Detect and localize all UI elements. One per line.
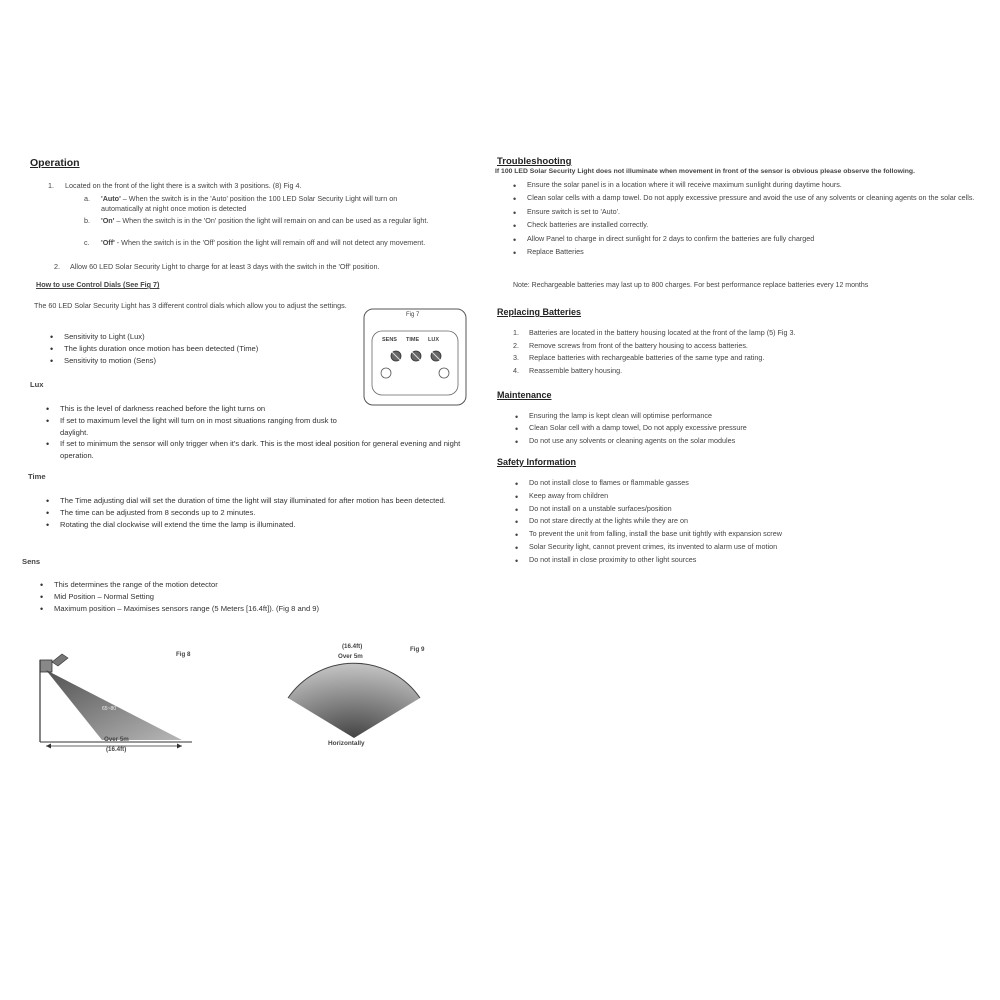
maintenance-list [529, 411, 979, 446]
operation-item-b-letter: b. [84, 216, 90, 225]
lux-list-item: • If set to minimum the sensor will only trigger when it's dark. This is the most ideal position for general evening and night operation. [60, 438, 470, 462]
control-dials-list [64, 331, 364, 366]
time-list-item: • The time can be adjusted from 8 seconds up to 2 minutes. [60, 507, 470, 519]
replacing-item: Replace batteries with rechargeable batteries of the same type and rating. [529, 353, 765, 362]
lux-list-item: • This is the level of darkness reached before the light turns on [60, 403, 470, 415]
off-label: 'Off' [101, 238, 115, 247]
operation-item-1: Located on the front of the light there is a switch with 3 positions. (8) Fig 4. [65, 181, 302, 190]
replacing-number: 3. [513, 353, 519, 362]
lux-list-item: • If set to maximum level the light will turn on in most situations ranging from dusk to daylight. [60, 415, 350, 439]
maintenance-item: • Clean Solar cell with a damp towel, Do not apply excessive pressure [529, 423, 979, 433]
troubleshooting-item: • Ensure the solar panel is in a location where it will receive maximum sunlight during daytime hours. [527, 180, 992, 190]
fig-8-distance-ft: (16.4ft) [106, 746, 127, 753]
replacing-number: 1. [513, 328, 519, 337]
operation-item-1-number: 1. [48, 181, 54, 190]
maintenance-item: • Do not use any solvents or cleaning agents on the solar modules [529, 436, 979, 446]
fig-9-distance: Over 5m [338, 653, 363, 660]
sens-list-item: • Mid Position – Normal Setting [54, 591, 474, 603]
fig-9-horizontally: Horizontally [328, 740, 365, 747]
operation-item-a-letter: a. [84, 194, 90, 203]
time-list [60, 495, 470, 530]
dials-list-item: • Sensitivity to motion (Sens) [64, 355, 364, 367]
auto-label: 'Auto' [101, 194, 121, 203]
troubleshooting-item: • Allow Panel to charge in direct sunlight for 2 days to confirm the batteries are fully charged [527, 234, 992, 244]
replacing-number: 2. [513, 341, 519, 350]
auto-text: – When the switch is in the 'Auto' position the 100 LED Solar Security Light will turn on automatically at night once motion is detected [101, 194, 398, 214]
safety-item: • Keep away from children [529, 491, 979, 501]
on-text: – When the switch is in the 'On' position the light will remain on and can be used as a regular light. [114, 216, 429, 225]
safety-information-heading: Safety Information [497, 457, 577, 467]
operation-item-c [101, 238, 441, 248]
fig-8-distance: Over 5m [104, 736, 129, 743]
lux-heading: Lux [30, 380, 44, 389]
time-list-item: • Rotating the dial clockwise will extend the time the lamp is illuminated. [60, 519, 470, 531]
fig-8-label: Fig 8 [176, 651, 191, 658]
fig-7 [362, 307, 468, 407]
fig-8-drawing [32, 640, 232, 770]
safety-item: • Do not install in close proximity to other light sources [529, 555, 979, 565]
fig-8 [32, 640, 232, 770]
fig-7-lux-label: LUX [428, 337, 439, 343]
operation-item-b [101, 216, 441, 226]
fig-7-time-label: TIME [406, 337, 420, 343]
troubleshooting-intro: If 100 LED Solar Security Light does not illuminate when movement in front of the sensor is obvious please observe the following. [495, 168, 915, 175]
troubleshooting-item: • Check batteries are installed correctly. [527, 220, 992, 230]
replacing-item: Reassemble battery housing. [529, 366, 623, 375]
lux-list [60, 403, 470, 462]
fig-7-sens-label: SENS [382, 337, 397, 343]
control-dials-heading: How to use Control Dials (See Fig 7) [36, 280, 160, 289]
operation-item-c-letter: c. [84, 238, 90, 247]
troubleshooting-list [527, 180, 992, 258]
off-text: - When the switch is in the 'Off' position the light will remain off and will not detect any movement. [114, 238, 426, 247]
fig-9-label: Fig 9 [410, 646, 425, 653]
fig-7-label: Fig 7 [406, 312, 420, 318]
safety-item: • Do not install close to flames or flammable gasses [529, 478, 979, 488]
replacing-number: 4. [513, 366, 519, 375]
time-list-item: • The Time adjusting dial will set the duration of time the light will stay illuminated for after motion has been detected. [60, 495, 470, 507]
sens-list-item: • This determines the range of the motion detector [54, 579, 474, 591]
dials-list-item: • The lights duration once motion has been detected (Time) [64, 343, 364, 355]
safety-item: • To prevent the unit from falling, install the base unit tightly with expansion screw [529, 529, 979, 539]
troubleshooting-item: • Replace Batteries [527, 247, 992, 257]
replacing-item: Remove screws from front of the battery housing to access batteries. [529, 341, 748, 350]
troubleshooting-note: Note: Rechargeable batteries may last up to 800 charges. For best performance replace batteries every 12 months [513, 282, 869, 289]
on-label: 'On' [101, 216, 115, 225]
sens-heading: Sens [22, 557, 41, 566]
troubleshooting-item: • Clean solar cells with a damp towel. Do not apply excessive pressure and avoid the use of any solvents or cleaning agents on the solar cells. [527, 193, 992, 203]
replacing-batteries-heading: Replacing Batteries [497, 307, 582, 317]
fig-9 [282, 640, 442, 760]
control-dials-intro: The 60 LED Solar Security Light has 3 different control dials which allow you to adjust the settings. [34, 301, 347, 310]
maintenance-heading: Maintenance [497, 390, 552, 400]
time-heading: Time [28, 472, 46, 481]
troubleshooting-item: • Ensure switch is set to 'Auto'. [527, 207, 992, 217]
safety-item: • Do not stare directly at the lights while they are on [529, 516, 979, 526]
operation-heading: Operation [30, 157, 80, 169]
sens-list-item: • Maximum position – Maximises sensors range (5 Meters [16.4ft]). (Fig 8 and 9) [54, 603, 474, 615]
troubleshooting-heading: Troubleshooting [497, 156, 572, 167]
operation-item-2-number: 2. [54, 262, 60, 271]
safety-item: • Do not install on a unstable surfaces/position [529, 504, 979, 514]
safety-list [529, 478, 979, 565]
maintenance-item: • Ensuring the lamp is kept clean will optimise performance [529, 411, 979, 421]
safety-item: • Solar Security light, cannot prevent crimes, its invented to alarm use of motion [529, 542, 979, 552]
replacing-item: Batteries are located in the battery housing located at the front of the lamp (5) Fig 3. [529, 328, 796, 337]
dials-list-item: • Sensitivity to Light (Lux) [64, 331, 364, 343]
fig-8-angle: 65~80 [102, 706, 117, 712]
operation-item-a [101, 194, 441, 215]
operation-item-2: Allow 60 LED Solar Security Light to charge for at least 3 days with the switch in the 'Off' position. [70, 262, 380, 271]
fig-7-drawing [362, 307, 468, 407]
sens-list [54, 579, 474, 614]
fig-9-distance-ft: (16.4ft) [342, 643, 363, 650]
